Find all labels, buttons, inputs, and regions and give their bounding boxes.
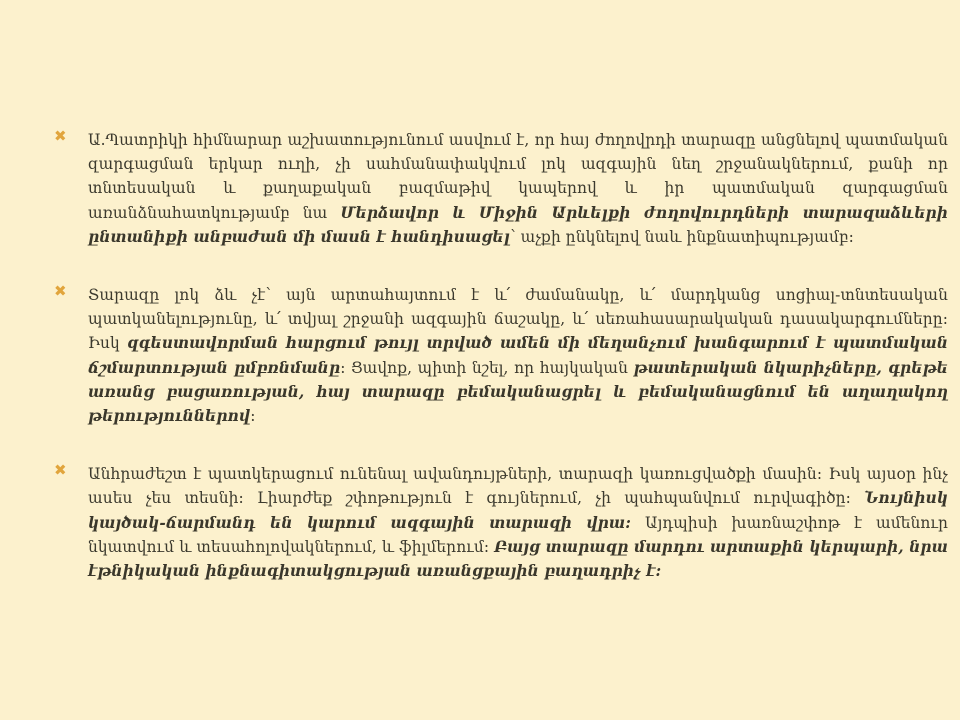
- text-segment: :: [250, 407, 256, 426]
- x-mark-icon: ✖: [54, 282, 67, 301]
- bullet-item-1: [52, 128, 948, 249]
- bullet-item-2: [52, 283, 948, 428]
- bullet-paragraph-1: [88, 128, 948, 249]
- text-segment: Տարազը լոկ ձև չէ՝ այն արտահայտում է և՛ ժամանակը, և՛ մարդկանց սոցիալ-տնտեսական պատկանելությունը, և՛ տվյալ շրջանի ազգային ճաշակը, և՛ սեռահասարակական դասակարգումները: Իսկ: [88, 286, 948, 353]
- emphasis-segment: Բայց տարազը մարդու արտաքին կերպարի, նրա էթնիկական ինքնագիտակցության առանցքային բաղադրիչ է:: [88, 537, 948, 581]
- emphasis-segment: զգեստավորման հարցում թույլ տրված ամեն մի մեղանչում խանգարում է պատմական ճշմարտության ըմբռնմանը: [88, 334, 948, 377]
- text-segment: : Ցավոք, պիտի նշել, որ հայկական: [340, 358, 634, 377]
- x-mark-icon: ✖: [54, 127, 67, 145]
- emphasis-segment: Մերձավոր և Միջին Արևելքի ժողովուրդների տարազաձևերի ընտանիքի անբաժան մի մասն է հանդիսացել: [88, 203, 948, 246]
- text-segment: Ա.Պատրիկի հիմնարար աշխատությունում ասվում է, որ հայ ժողովրդի տարազը անցնելով պատմական զարգացման երկար ուղի, չի սահմանափակվում լոկ ազգային նեղ շրջանակներում, քանի որ տնտեսական և քաղաքական բազմաթիվ կապերով և իր պատմական զարգացման առանձնահատկությամբ նա: [88, 131, 948, 222]
- text-segment: ՝ աչքի ընկնելով նաև ինքնատիպությամբ:: [509, 227, 854, 246]
- bullet-paragraph-3: [88, 462, 948, 583]
- text-segment: Այդպիսի խառնաշփոթ է ամենուր նկատվում և տեսահոլովակներում, և ֆիլմերում:: [88, 513, 948, 556]
- bullet-paragraph-2: [88, 283, 948, 428]
- x-mark-icon: ✖: [54, 461, 67, 480]
- emphasis-segment: թատերական նկարիչները, գրեթե առանց բացառության, հայ տարազը բեմականացրել և բեմականացնում են աղաղակող թերություններով: [88, 358, 948, 426]
- bullet-item-3: [52, 462, 948, 583]
- text-segment: Անհրաժեշտ է պատկերացում ունենալ ավանդույթների, տարազի կառուցվածքի մասին: Իսկ այսօր ինչ ասես չես տեսնի: Լիարժեք շփոթություն է գույներում, չի պահպանվում ուրվագիծը:: [88, 465, 948, 508]
- emphasis-segment: Նույնիսկ կայծակ-ճարմանդ են կարում ազգային տարազի վրա:: [88, 489, 948, 532]
- slide-content: [52, 128, 948, 617]
